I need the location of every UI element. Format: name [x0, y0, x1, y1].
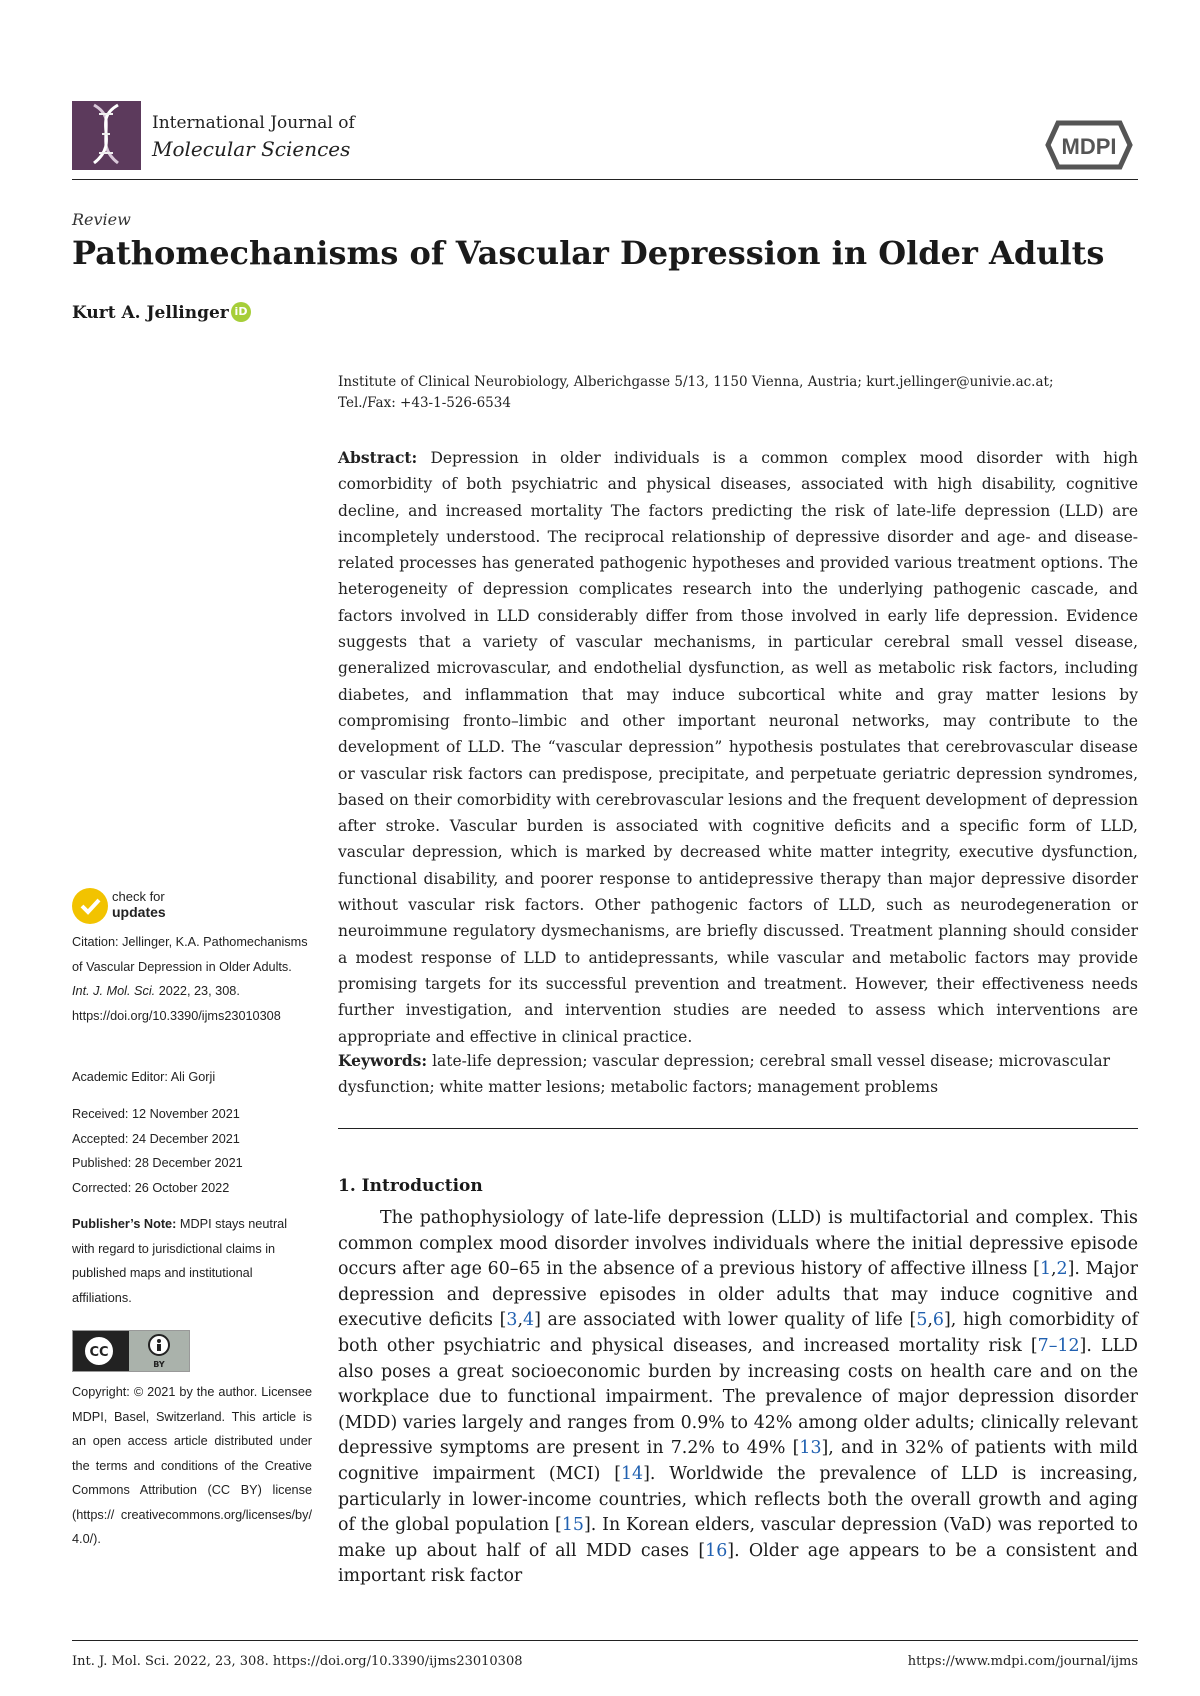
intro-text: ], high comorbidity of both other psychiatric and physical diseases, and increased mortality risk [: [338, 1310, 1139, 1356]
check-icon: [72, 888, 108, 924]
keywords: [338, 1048, 1138, 1100]
orcid-icon[interactable]: iD: [231, 302, 251, 322]
journal-name-line2: Molecular Sciences: [152, 137, 351, 161]
check-for-updates-badge[interactable]: [72, 888, 232, 926]
keywords-text: late-life depression; vascular depression; cerebral small vessel disease; microvascular dysfunction; white matter lesions; metabolic factors; management problems: [338, 1052, 1111, 1096]
citation-link[interactable]: 5: [916, 1310, 928, 1331]
updates-label: updates: [112, 904, 166, 920]
affiliation-line: Institute of Clinical Neurobiology, Alberichgasse 5/13, 1150 Vienna, Austria; kurt.jellinger@univie.ac.at;: [338, 374, 1054, 390]
author-name[interactable]: Kurt A. Jellinger: [72, 303, 229, 323]
footer-divider: [72, 1640, 1138, 1641]
footer-journal-link[interactable]: https://www.mdpi.com/journal/ijms: [907, 1654, 1138, 1669]
abstract: [338, 445, 1138, 1050]
journal-name-line1: International Journal of: [152, 113, 355, 133]
citation-link[interactable]: 14: [620, 1463, 644, 1484]
published-date: Published: 28 December 2021: [72, 1156, 243, 1170]
abstract-label: Abstract:: [338, 448, 418, 467]
citation-link[interactable]: 16: [705, 1540, 728, 1561]
intro-text: ,: [1051, 1259, 1057, 1280]
intro-text: ]. Worldwide the prevalence of LLD is increasing, particularly in lower-income countries, which reflects both the overall growth and aging of the global population [: [338, 1463, 1138, 1536]
intro-text: ]. In Korean elders, vascular depression (VaD) was reported to make up about half of all MDD cases [: [338, 1515, 1138, 1561]
intro-text: ], and in 32% of patients with mild cognitive impairment (MCI) [: [338, 1438, 1138, 1484]
section-heading: 1. Introduction: [338, 1176, 483, 1196]
citation-block: [72, 930, 312, 1028]
dates-block: [72, 1102, 312, 1200]
affiliation: [338, 372, 1138, 414]
citation-journal: Int. J. Mol. Sci.: [72, 984, 156, 998]
intro-text: ]. LLD also poses a great socioeconomic burden by increasing costs on health care and on the workplace due to functional impairment. The prevalence of major depression disorder (MDD) varies largely and ranges from 0.9% to 42% among older adults; clinically relevant depressive symptoms are present in 7.2% to 49% [: [338, 1335, 1138, 1459]
cc-by-license-badge[interactable]: [72, 1330, 190, 1372]
article-type: Review: [72, 210, 131, 229]
intro-text: ,: [927, 1310, 933, 1331]
academic-editor: Academic Editor: Ali Gorji: [72, 1070, 216, 1084]
copyright-notice: Copyright: © 2021 by the author. Licensee MDPI, Basel, Switzerland. This article is an open access article distributed under the terms and conditions of the Creative Commons Attribution (CC BY) license (https:// creativecommons.org/licenses/by/ 4.0/).: [72, 1385, 312, 1546]
keywords-divider: [338, 1128, 1138, 1129]
publisher-note: [72, 1212, 312, 1310]
citation-link[interactable]: 7–12: [1037, 1335, 1080, 1356]
intro-text: ] are associated with lower quality of life [: [534, 1310, 917, 1331]
check-for-label: check for: [112, 889, 165, 904]
citation-doi[interactable]: 2022, 23, 308. https://doi.org/10.3390/ijms23010308: [72, 984, 281, 1023]
intro-text: ,: [517, 1310, 523, 1331]
svg-text:BY: BY: [153, 1360, 165, 1369]
svg-text:MDPI: MDPI: [1061, 134, 1117, 159]
citation-link[interactable]: 2: [1056, 1259, 1068, 1280]
citation-text: Jellinger, K.A. Pathomechanisms of Vascular Depression in Older Adults.: [72, 935, 308, 974]
mdpi-hexagon-icon: [1044, 117, 1134, 173]
header-divider: [72, 179, 1138, 180]
mdpi-logo[interactable]: [1044, 117, 1134, 173]
citation-link[interactable]: 13: [799, 1438, 822, 1459]
publisher-note-label: Publisher’s Note:: [72, 1217, 177, 1231]
accepted-date: Accepted: 24 December 2021: [72, 1131, 240, 1146]
footer-citation[interactable]: Int. J. Mol. Sci. 2022, 23, 308. https://doi.org/10.3390/ijms23010308: [72, 1654, 523, 1669]
citation-label: Citation:: [72, 935, 119, 949]
abstract-text: Depression in older individuals is a common complex mood disorder with high comorbidity of both psychiatric and physical diseases, associated with high disability, cognitive decline, and increased mortality The factors predicting the risk of late-life depression (LLD) are incompletely understood. The reciprocal relationship of depressive disorder and age- and disease-related processes has generated pathogenic hypotheses and provided various treatment options. The heterogeneity of depression complicates research into the underlying pathogenic cascade, and factors involved in LLD considerably differ from those involved in early life depression. Evidence suggests that a variety of vascular mechanisms, in particular cerebral small vessel disease, generalized microvascular, and endothelial dysfunction, as well as metabolic risk factors, including diabetes, and inflammation that may induce subcortical white and gray matter lesions by compromising fronto–limbic and other important neuronal networks, may contribute to the development of LLD. The “vascular depression” hypothesis postulates that cerebrovascular disease or vascular risk factors can predispose, precipitate, and perpetuate geriatric depression syndromes, based on their comorbidity with cerebrovascular lesions and the frequent development of depression after stroke. Vascular burden is associated with cognitive deficits and a specific form of LLD, vascular depression, which is marked by decreased white matter integrity, executive dysfunction, functional disability, and poorer response to antidepressive therapy than major depressive disorder without vascular risk factors. Other pathogenic factors of LLD, such as neurodegeneration or neuroimmune regulatory dysmechanisms, are briefly discussed. Treatment planning should consider a modest response of LLD to antidepressants, while vascular and metabolic factors may provide promising targets for its successful prevention and treatment. However, their effectiveness needs further investigation, and intervention studies are needed to assess which interventions are appropriate and effective in clinical practice.: [338, 449, 1138, 1046]
publisher-note-text: MDPI stays neutral with regard to jurisdictional claims in published maps and institutional affiliations.: [72, 1217, 288, 1305]
article-title: Pathomechanisms of Vascular Depression in Older Adults: [72, 234, 1105, 272]
contact-line: Tel./Fax: +43-1-526-6534: [338, 395, 511, 411]
introduction-paragraph: [338, 1206, 1138, 1590]
keywords-label: Keywords:: [338, 1051, 428, 1070]
citation-link[interactable]: 15: [561, 1515, 584, 1536]
dna-helix-icon: [72, 101, 141, 170]
citation-link[interactable]: 3: [506, 1310, 518, 1331]
intro-text: The pathophysiology of late-life depression (LLD) is multifactorial and complex. This common complex mood disorder involves individuals where the initial depressive episode occurs after age 60–65 in the absence of a previous history of affective illness [: [338, 1208, 1138, 1280]
citation-link[interactable]: 1: [1039, 1259, 1052, 1280]
svg-text:CC: CC: [89, 1345, 109, 1360]
corrected-date: Corrected: 26 October 2022: [72, 1180, 230, 1195]
intro-text: ]. Older age appears to be a consistent and important risk factor: [338, 1540, 1138, 1587]
received-date: Received: 12 November 2021: [72, 1107, 240, 1121]
creative-commons-icon: [73, 1331, 189, 1371]
intro-text: ]. Major depression and depressive episodes in older adults that may induce cognitive and executive deficits [: [338, 1259, 1138, 1331]
citation-link[interactable]: 6: [932, 1310, 944, 1331]
citation-link[interactable]: 4: [522, 1310, 535, 1331]
journal-logo: [72, 101, 141, 170]
